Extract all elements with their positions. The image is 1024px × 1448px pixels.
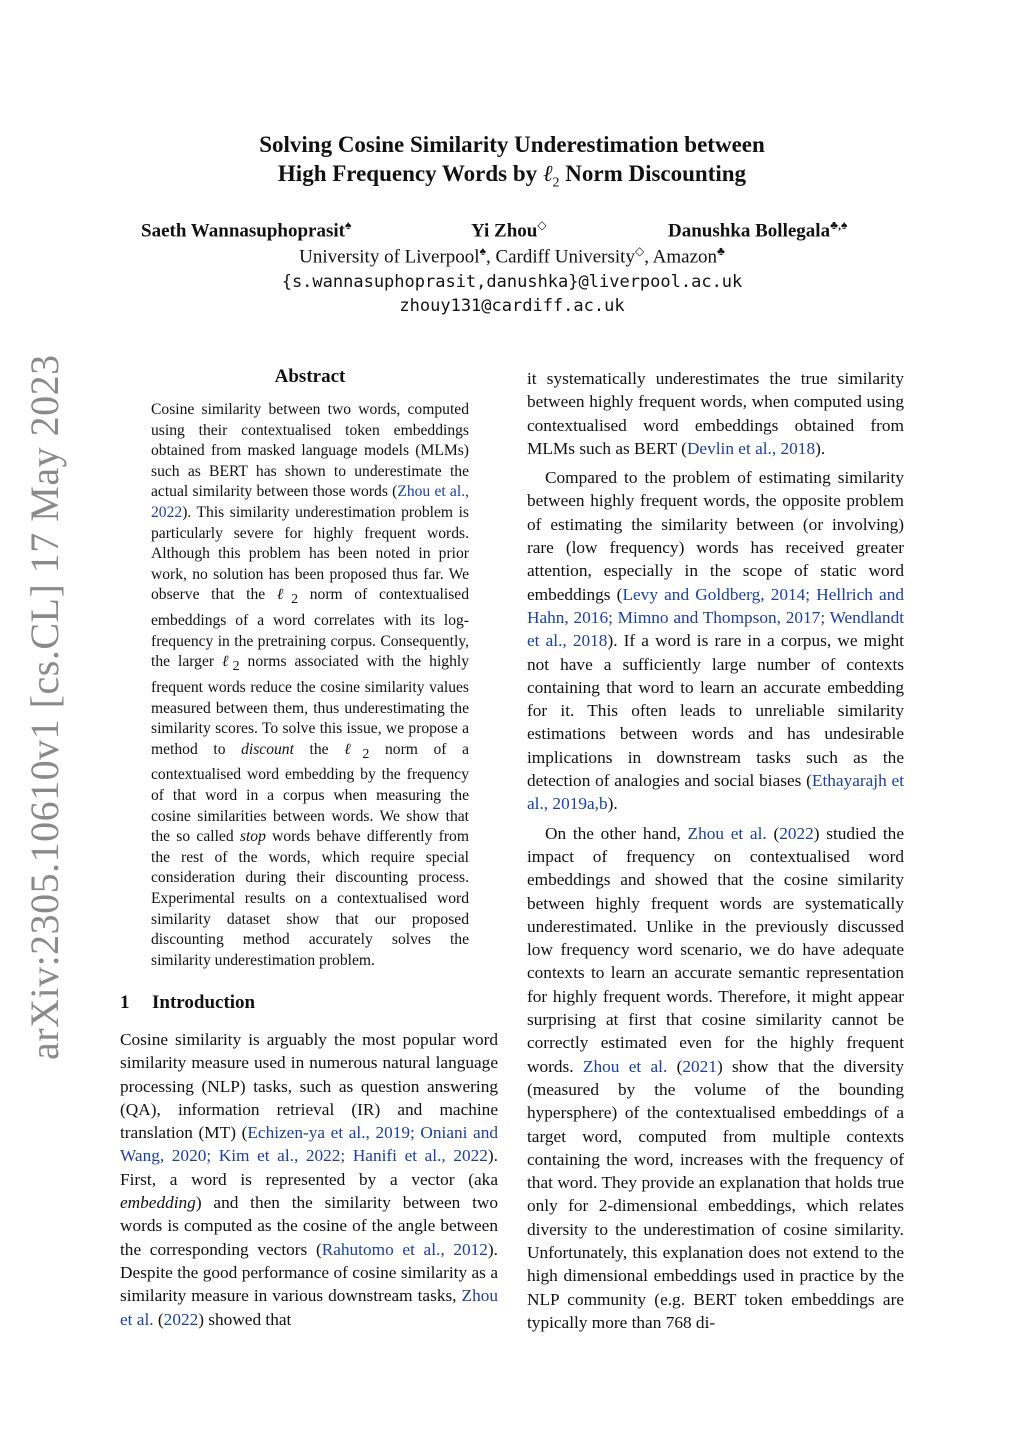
citation-link[interactable]: Hellrich and Hahn, 2016 <box>527 584 905 627</box>
title-line-1: Solving Cosine Similarity Underestimation between <box>259 132 765 157</box>
ell2-symbol: ℓ$_2$ <box>542 161 560 191</box>
introduction-paragraph-1: Cosine similarity is arguably the most popular word similarity measure used in numerous natural language processing (NLP) tasks, such as question answering (QA), information retrieval (IR) and machine translation (MT) (Echizen-ya et al., 2019; Oniani and Wang, 2020; Kim et al., 2022; Hanifi et al., 2022). First, a word is represented by a vector (aka embedding) and then the similarity between two words is computed as the cosine of the angle between the corresponding vectors (Rahutomo et al., 2012). Despite the good performance of cosine similarity as a similarity measure in various downstream tasks, Zhou et al. (2022) showed that <box>120 1030 499 1329</box>
abstract-heading: Abstract <box>274 366 346 387</box>
right-paragraph-3: On the other hand, Zhou et al. (2022) studied the impact of frequency on contextualised word embeddings and showed that the cosine similarity between highly frequent words are systematically underestimated. Unlike in the previously discussed low frequency word scenario, we do have adequate contexts to learn an accurate semantic representation for highly frequent words. Therefore, it might appear surprising at first that cosine similarity cannot be correctly estimated even for the highly frequent words. Zhou et al. (2021) show that the diversity (measured by the volume of the bounding hypersphere) of the contextualised embeddings of a target word, computed from multiple contexts containing the word, increases with the frequency of that word. They provide an explanation that holds true only for 2-dimensional embeddings, which relates diversity to the underestimation of cosine similarity. Unfortunately, this explanation does not extend to the high dimensional embeddings used in practice by the NLP community (e.g. BERT token embeddings are typically more than 768 di- <box>527 823 905 1332</box>
title-line-2: High Frequency Words by ℓ$_2$ Norm Discounting <box>277 161 747 191</box>
citation-link[interactable]: Echizen-ya et al., 2019 <box>247 1123 411 1143</box>
citation-link[interactable]: Oniani and Wang, 2020 <box>120 1123 499 1166</box>
citation-link[interactable]: 2022 <box>779 823 814 843</box>
affiliations: University of Liverpool♠, Cardiff University◇, Amazon♣ <box>299 244 725 268</box>
citation-link[interactable]: Ethayarajh et al., 2019a,b <box>527 771 904 814</box>
citation-link[interactable]: Mimno and Thompson, 2017 <box>617 607 821 627</box>
right-paragraph-2: Compared to the problem of estimating similarity between highly frequent words, the opposite problem of estimating the similarity between (or involving) rare (low frequency) words has received greater attention, especially in the scope of static word embeddings (Levy and Goldberg, 2014; Hellrich and Hahn, 2016; Mimno and Thompson, 2017; Wendlandt et al., 2018). If a word is rare in a corpus, we might not have a sufficiently large number of contexts containing that word to learn an accurate embedding for it. This often leads to unreliable similarity estimations between words and has undesirable implications in downstream tasks such as the detection of analogies and social biases (Ethayarajh et al., 2019a,b). <box>527 468 905 814</box>
email-line-2: zhouy131@cardiff.ac.uk <box>399 296 625 316</box>
author-2: Yi Zhou◇ <box>471 218 547 242</box>
citation-link[interactable]: 2022 <box>163 1309 199 1329</box>
section-heading-introduction: 1 Introduction <box>120 992 256 1013</box>
paper-title <box>120 130 904 198</box>
right-paragraph-1: it systematically underestimates the true similarity between highly frequent words, when computed using contextualised word embeddings obtained from MLMs such as BERT (Devlin et al., 2018). <box>527 369 904 458</box>
author-1: Saeth Wannasuphoprasit♠ <box>141 218 352 242</box>
abstract-body: Cosine similarity between two words, computed using their contextualised token embeddings obtained from masked language models (MLMs) such as BERT has shown to underestimate the actual similarity between those words (Zhou et al., 2022). This similarity underestimation problem is particularly severe for highly frequent words. Although this problem has been noted in prior work, no solution has been proposed thus far. We observe that the ℓ$_2$ norm of contextualised embeddings of a word correlates with its log-frequency in the pretraining corpus. Consequently, the larger ℓ$_2$ norms associated with the highly frequent words reduce the cosine similarity values measured between them, thus underestimating the similarity scores. To solve this issue, we propose a method to discount the ℓ$_2$ norm of a contextualised word embedding by the frequency of that word in a corpus when measuring the cosine similarities between words. We show that the so called stop words behave differently from the rest of the words, which require special consideration during their discounting process. Experimental results on a contextualised word similarity dataset show that our proposed discounting method accurately solves the similarity underestimation problem. <box>151 401 470 969</box>
citation-link[interactable]: Zhou et al. <box>120 1286 498 1329</box>
citation-link[interactable]: Zhou et al., 2022 <box>151 483 469 521</box>
citation-link[interactable]: Wendlandt et al., 2018 <box>527 607 905 651</box>
citation-link[interactable]: Zhou et al. <box>582 1056 668 1076</box>
arxiv-identifier-stamp: arXiv:2305.10610v1 [cs.CL] 17 May 2023 <box>22 354 67 1060</box>
citation-link[interactable]: Kim et al., 2022 <box>218 1146 341 1166</box>
author-3: Danushka Bollegala♣,♠ <box>668 218 848 242</box>
citation-link[interactable]: Hanifi et al., 2022 <box>352 1146 488 1166</box>
citation-link[interactable]: Zhou et al. <box>687 823 767 843</box>
citation-link[interactable]: Levy and Goldberg, 2014 <box>622 584 806 604</box>
citation-link[interactable]: 2021 <box>682 1056 717 1076</box>
right-column <box>527 367 904 1334</box>
citation-link[interactable]: Devlin et al., 2018 <box>686 438 816 458</box>
citation-link[interactable]: Rahutomo et al., 2012 <box>321 1239 488 1259</box>
email-line-1: {s.wannasuphoprasit,danushka}@liverpool.ac.uk <box>281 272 743 292</box>
